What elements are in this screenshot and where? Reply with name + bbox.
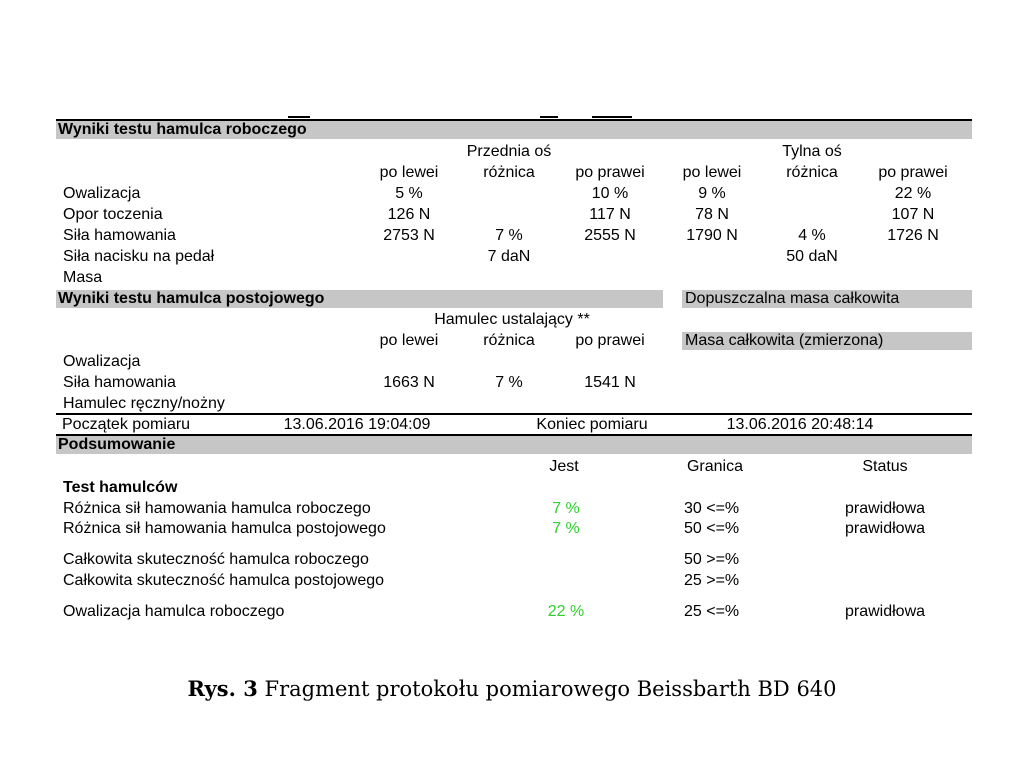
ovalization-label: Owalizacja [63, 185, 141, 202]
summary-row-limit: 25 <=% [684, 603, 740, 620]
parking-right-column-header: po prawei [575, 332, 645, 349]
service-brake-title: Wyniki testu hamulca roboczego [58, 121, 307, 138]
summary-row-status: prawidłowa [844, 500, 926, 517]
rolling-resistance-front-left: 126 N [387, 206, 431, 223]
rolling-resistance-rear-right: 107 N [891, 206, 935, 223]
summary-row-label: Całkowita skuteczność hamulca roboczego [63, 551, 369, 568]
figure-caption-label: Rys. 3 [187, 676, 258, 701]
summary-header-bar [56, 436, 972, 454]
summary-title: Podsumowanie [58, 436, 176, 453]
ovalization-front-left: 5 % [395, 185, 423, 202]
parking-diff-column-header: różnica [483, 332, 535, 349]
handbrake-label: Hamulec ręczny/nożny [63, 395, 225, 412]
clipped-line-remnant [288, 116, 310, 118]
measurement-top-border [56, 413, 972, 415]
actual-column-header: Jest [549, 458, 579, 475]
parking-ovalization-label: Owalizacja [63, 353, 141, 370]
rolling-resistance-rear-left: 78 N [695, 206, 729, 223]
rear-right-column-header: po prawei [878, 164, 948, 181]
summary-row-label: Całkowita skuteczność hamulca postojowego [63, 572, 385, 589]
brake-test-section-title: Test hamulców [63, 479, 178, 496]
braking-force-rear-left: 1790 N [686, 227, 738, 244]
braking-force-rear-right: 1726 N [887, 227, 939, 244]
ovalization-rear-right: 22 % [894, 185, 932, 202]
braking-force-front-diff: 7 % [495, 227, 523, 244]
pedal-force-front: 7 daN [487, 248, 531, 265]
permissible-mass-label: Dopuszczalna masa całkowita [685, 290, 900, 307]
clipped-line-remnant [592, 116, 632, 118]
parking-braking-force-right: 1541 N [584, 374, 636, 391]
summary-row-limit: 50 <=% [684, 520, 740, 537]
rear-left-column-header: po lewei [682, 164, 742, 181]
summary-row-actual: 7 % [552, 520, 580, 537]
summary-row-status: prawidłowa [844, 603, 926, 620]
rear-axle-header: Tylna oś [782, 143, 842, 160]
parking-braking-force-diff: 7 % [495, 374, 523, 391]
summary-row-status: prawidłowa [844, 520, 926, 537]
measurement-start-label: Początek pomiaru [62, 416, 191, 433]
front-axle-header: Przednia oś [466, 143, 552, 160]
summary-row-label: Różnica sił hamowania hamulca postojowego [63, 520, 386, 537]
limit-column-header: Granica [686, 458, 744, 475]
rear-diff-column-header: różnica [786, 164, 838, 181]
summary-row-limit: 50 >=% [684, 551, 740, 568]
summary-row-label: Różnica sił hamowania hamulca roboczego [63, 500, 371, 517]
front-right-column-header: po prawei [575, 164, 645, 181]
parking-left-column-header: po lewei [379, 332, 439, 349]
status-column-header: Status [862, 458, 908, 475]
figure-caption [187, 676, 836, 702]
measurement-end-label: Koniec pomiaru [536, 416, 648, 433]
parking-braking-force-label: Siła hamowania [63, 374, 176, 391]
figure-caption-text: Fragment protokołu pomiarowego Beissbarth BD 640 [264, 677, 837, 701]
front-left-column-header: po lewei [379, 164, 439, 181]
clipped-line-remnant [540, 116, 558, 118]
front-diff-column-header: różnica [483, 164, 535, 181]
rolling-resistance-label: Opor toczenia [63, 206, 163, 223]
braking-force-front-right: 2555 N [584, 227, 636, 244]
summary-row-actual: 7 % [552, 500, 580, 517]
ovalization-rear-left: 9 % [698, 185, 726, 202]
parking-braking-force-left: 1663 N [383, 374, 435, 391]
mass-label: Masa [63, 269, 103, 286]
summary-row-actual: 22 % [547, 603, 585, 620]
measurement-end-value: 13.06.2016 20:48:14 [726, 416, 874, 433]
braking-force-label: Siła hamowania [63, 227, 176, 244]
braking-force-rear-diff: 4 % [798, 227, 826, 244]
summary-row-limit: 30 <=% [684, 500, 740, 517]
summary-row-limit: 25 >=% [684, 572, 740, 589]
rolling-resistance-front-right: 117 N [589, 206, 631, 223]
pedal-force-rear: 50 daN [786, 248, 838, 265]
ovalization-front-right: 10 % [591, 185, 629, 202]
summary-row-label: Owalizacja hamulca roboczego [63, 603, 285, 620]
parking-brake-title: Wyniki testu hamulca postojowego [58, 290, 325, 307]
pedal-force-label: Siła nacisku na pedał [63, 248, 215, 265]
measurement-start-value: 13.06.2016 19:04:09 [283, 416, 431, 433]
parking-brake-subheader: Hamulec ustalający ** [434, 311, 590, 328]
braking-force-front-left: 2753 N [383, 227, 435, 244]
measured-mass-label: Masa całkowita (zmierzona) [685, 332, 884, 349]
